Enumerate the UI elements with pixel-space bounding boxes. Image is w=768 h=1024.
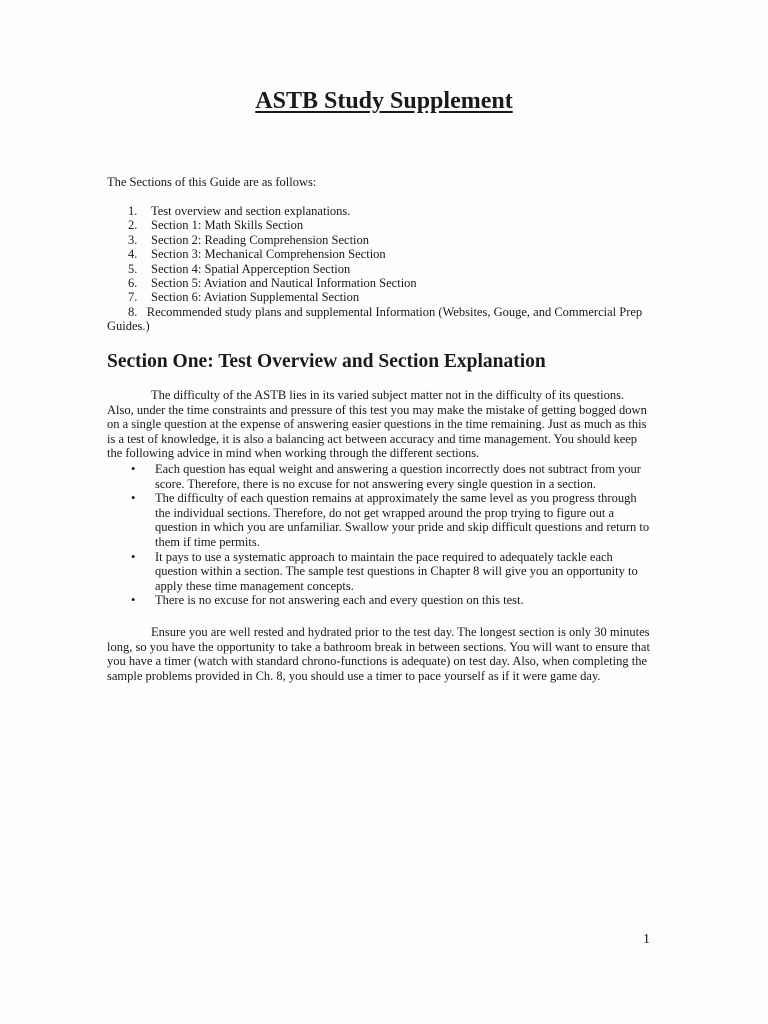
page-number: 1 — [643, 932, 650, 947]
toc-number: 1. — [128, 204, 138, 218]
section-heading: Section One: Test Overview and Section Explanation — [107, 351, 546, 372]
bullet-text: There is no excuse for not answering each and every question on this test. — [155, 593, 524, 608]
bullet-icon: • — [131, 491, 136, 506]
bullet-icon: • — [131, 593, 136, 608]
toc-item — [107, 218, 652, 232]
toc-number: 3. — [128, 232, 138, 247]
toc-number: 6. — [128, 276, 138, 291]
toc-text: Section 6: Aviation Supplemental Section — [151, 290, 360, 305]
bullet-icon: • — [131, 549, 136, 564]
bullet-item — [107, 491, 652, 549]
toc-item — [107, 276, 652, 290]
toc-item — [107, 247, 652, 261]
toc-number: 4. — [128, 247, 138, 262]
toc-text: Section 1: Math Skills Section — [151, 218, 304, 233]
toc-number: 5. — [128, 261, 138, 276]
body-paragraph: Ensure you are well rested and hydrated prior to the test day. The longest section is only 30 minutes long, so you have the opportunity to take a bathroom break in between sections. You will want to ensure that you have a timer (watch with standard chrono-functions is adequate) on test day. Also, when completing the sample problems provided in Ch. 8, you should use a timer to pace yourself as if it were game day. — [107, 625, 650, 683]
toc-text: Test overview and section explanations. — [151, 204, 351, 218]
toc-item — [107, 262, 652, 276]
toc-text: Section 4: Spatial Apperception Section — [151, 261, 351, 276]
toc-text: Section 2: Reading Comprehension Section — [151, 232, 370, 247]
toc-item — [107, 290, 652, 304]
bullet-icon: • — [131, 462, 136, 476]
bullet-item — [107, 593, 652, 608]
toc-item — [107, 204, 652, 218]
bullet-text: It pays to use a systematic approach to maintain the pace required to adequately tackle each question within a section. The sample test questions in Chapter 8 will give you an opportunity to apply these time management concepts. — [155, 549, 638, 593]
toc-number: 8. — [128, 304, 138, 319]
bullet-text: Each question has equal weight and answering a question incorrectly does not subtract from your score. Therefore, there is no excuse for not answering every single question in a section. — [155, 462, 641, 491]
document-title: ASTB Study Supplement — [255, 88, 513, 114]
toc-number: 2. — [128, 218, 138, 233]
toc-item — [107, 233, 652, 247]
intro-text: The Sections of this Guide are as follows: — [107, 175, 317, 189]
toc-text: Section 5: Aviation and Nautical Information Section — [151, 276, 417, 291]
toc-number: 7. — [128, 290, 138, 305]
bullet-item — [107, 550, 652, 594]
bullet-item — [107, 462, 652, 491]
toc-text: Section 3: Mechanical Comprehension Section — [151, 247, 386, 262]
advice-bullet-list — [107, 462, 652, 608]
bullet-text: The difficulty of each question remains at approximately the same level as you progress through the individual sections. Therefore, do not get wrapped around the prop trying to figure out a question in which you are unfamiliar. Swallow your pride and skip difficult questions and return to them if time permits. — [155, 491, 650, 549]
toc-text: Recommended study plans and supplemental Information (Websites, Gouge, and Commercial Prep Guides.) — [107, 304, 643, 334]
body-paragraph: The difficulty of the ASTB lies in its varied subject matter not in the difficulty of its questions. Also, under the time constraints and pressure of this test you may make the mistake of getting bogged down on a single question at the expense of answering easier questions in the time remaining. Just as much as this is a test of knowledge, it is also a balancing act between accuracy and time management. You should keep the following advice in mind when working through the different sections. — [107, 388, 647, 461]
toc-item — [107, 305, 652, 334]
table-of-contents — [107, 204, 652, 334]
